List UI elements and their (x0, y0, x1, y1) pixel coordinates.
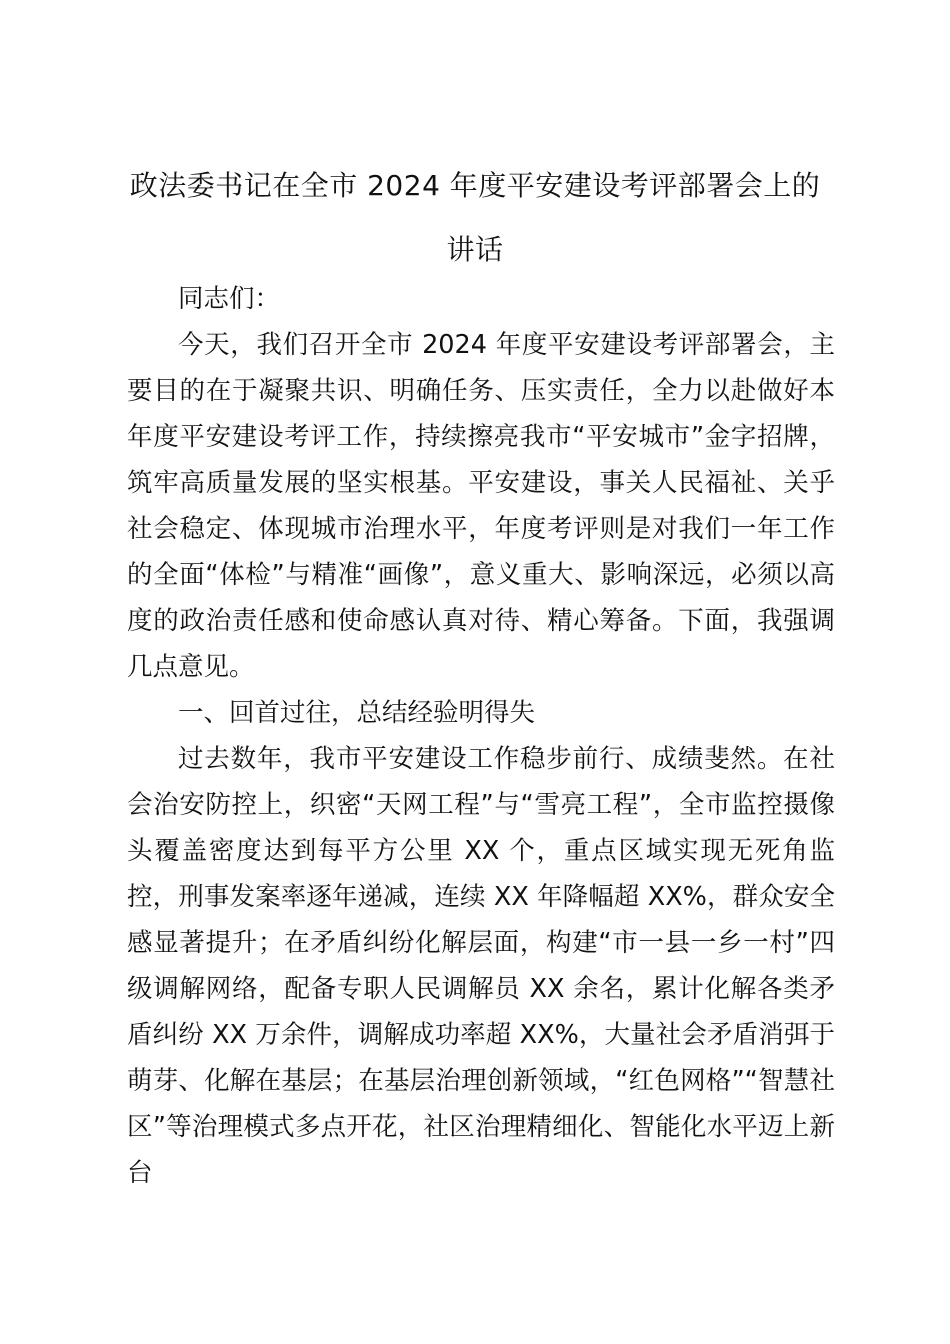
document-title: 政法委书记在全市 2024 年度平安建设考评部署会上的讲话 (129, 169, 821, 266)
salutation: 同志们： (178, 284, 281, 314)
paragraph: 过去数年，我市平安建设工作稳步前行、成绩斐然。在社会治安防控上，织密“天网工程”与“雪亮工程”，全市监控摄像头覆盖密度达到每平方公里 XX 个，重点区域实现无死角监控，刑事发案率逐年递减，连续 XX 年降幅超 XX%，群众安全感显著提升；在矛盾纠纷化解层面，构建“市一县一乡一村”四级调解网络，配备专职人民调解员 XX 余名，累计化解各类矛盾纠纷 XX 万余件，调解成功率超 XX%，大量社会矛盾消弭于萌芽、化解在基层；在基层治理创新领域，“红色网格”“智慧社区”等治理模式多点开花，社区治理精细化、智能化水平迈上新台 (127, 744, 835, 1188)
section-heading: 一、回首过往，总结经验明得失 (178, 698, 536, 728)
paragraph: 今天，我们召开全市 2024 年度平安建设考评部署会，主要目的在于凝聚共识、明确任务、压实责任，全力以赴做好本年度平安建设考评工作，持续擦亮我市“平安城市”金字招牌，筑牢高质量发展的坚实根基。平安建设，事关人民福祉、关乎社会稳定、体现城市治理水平，年度考评则是对我们一年工作的全面“体检”与精准“画像”，意义重大、影响深远，必须以高度的政治责任感和使命感认真对待、精心筹备。下面，我强调几点意见。 (127, 330, 835, 682)
document-body (127, 276, 835, 1196)
